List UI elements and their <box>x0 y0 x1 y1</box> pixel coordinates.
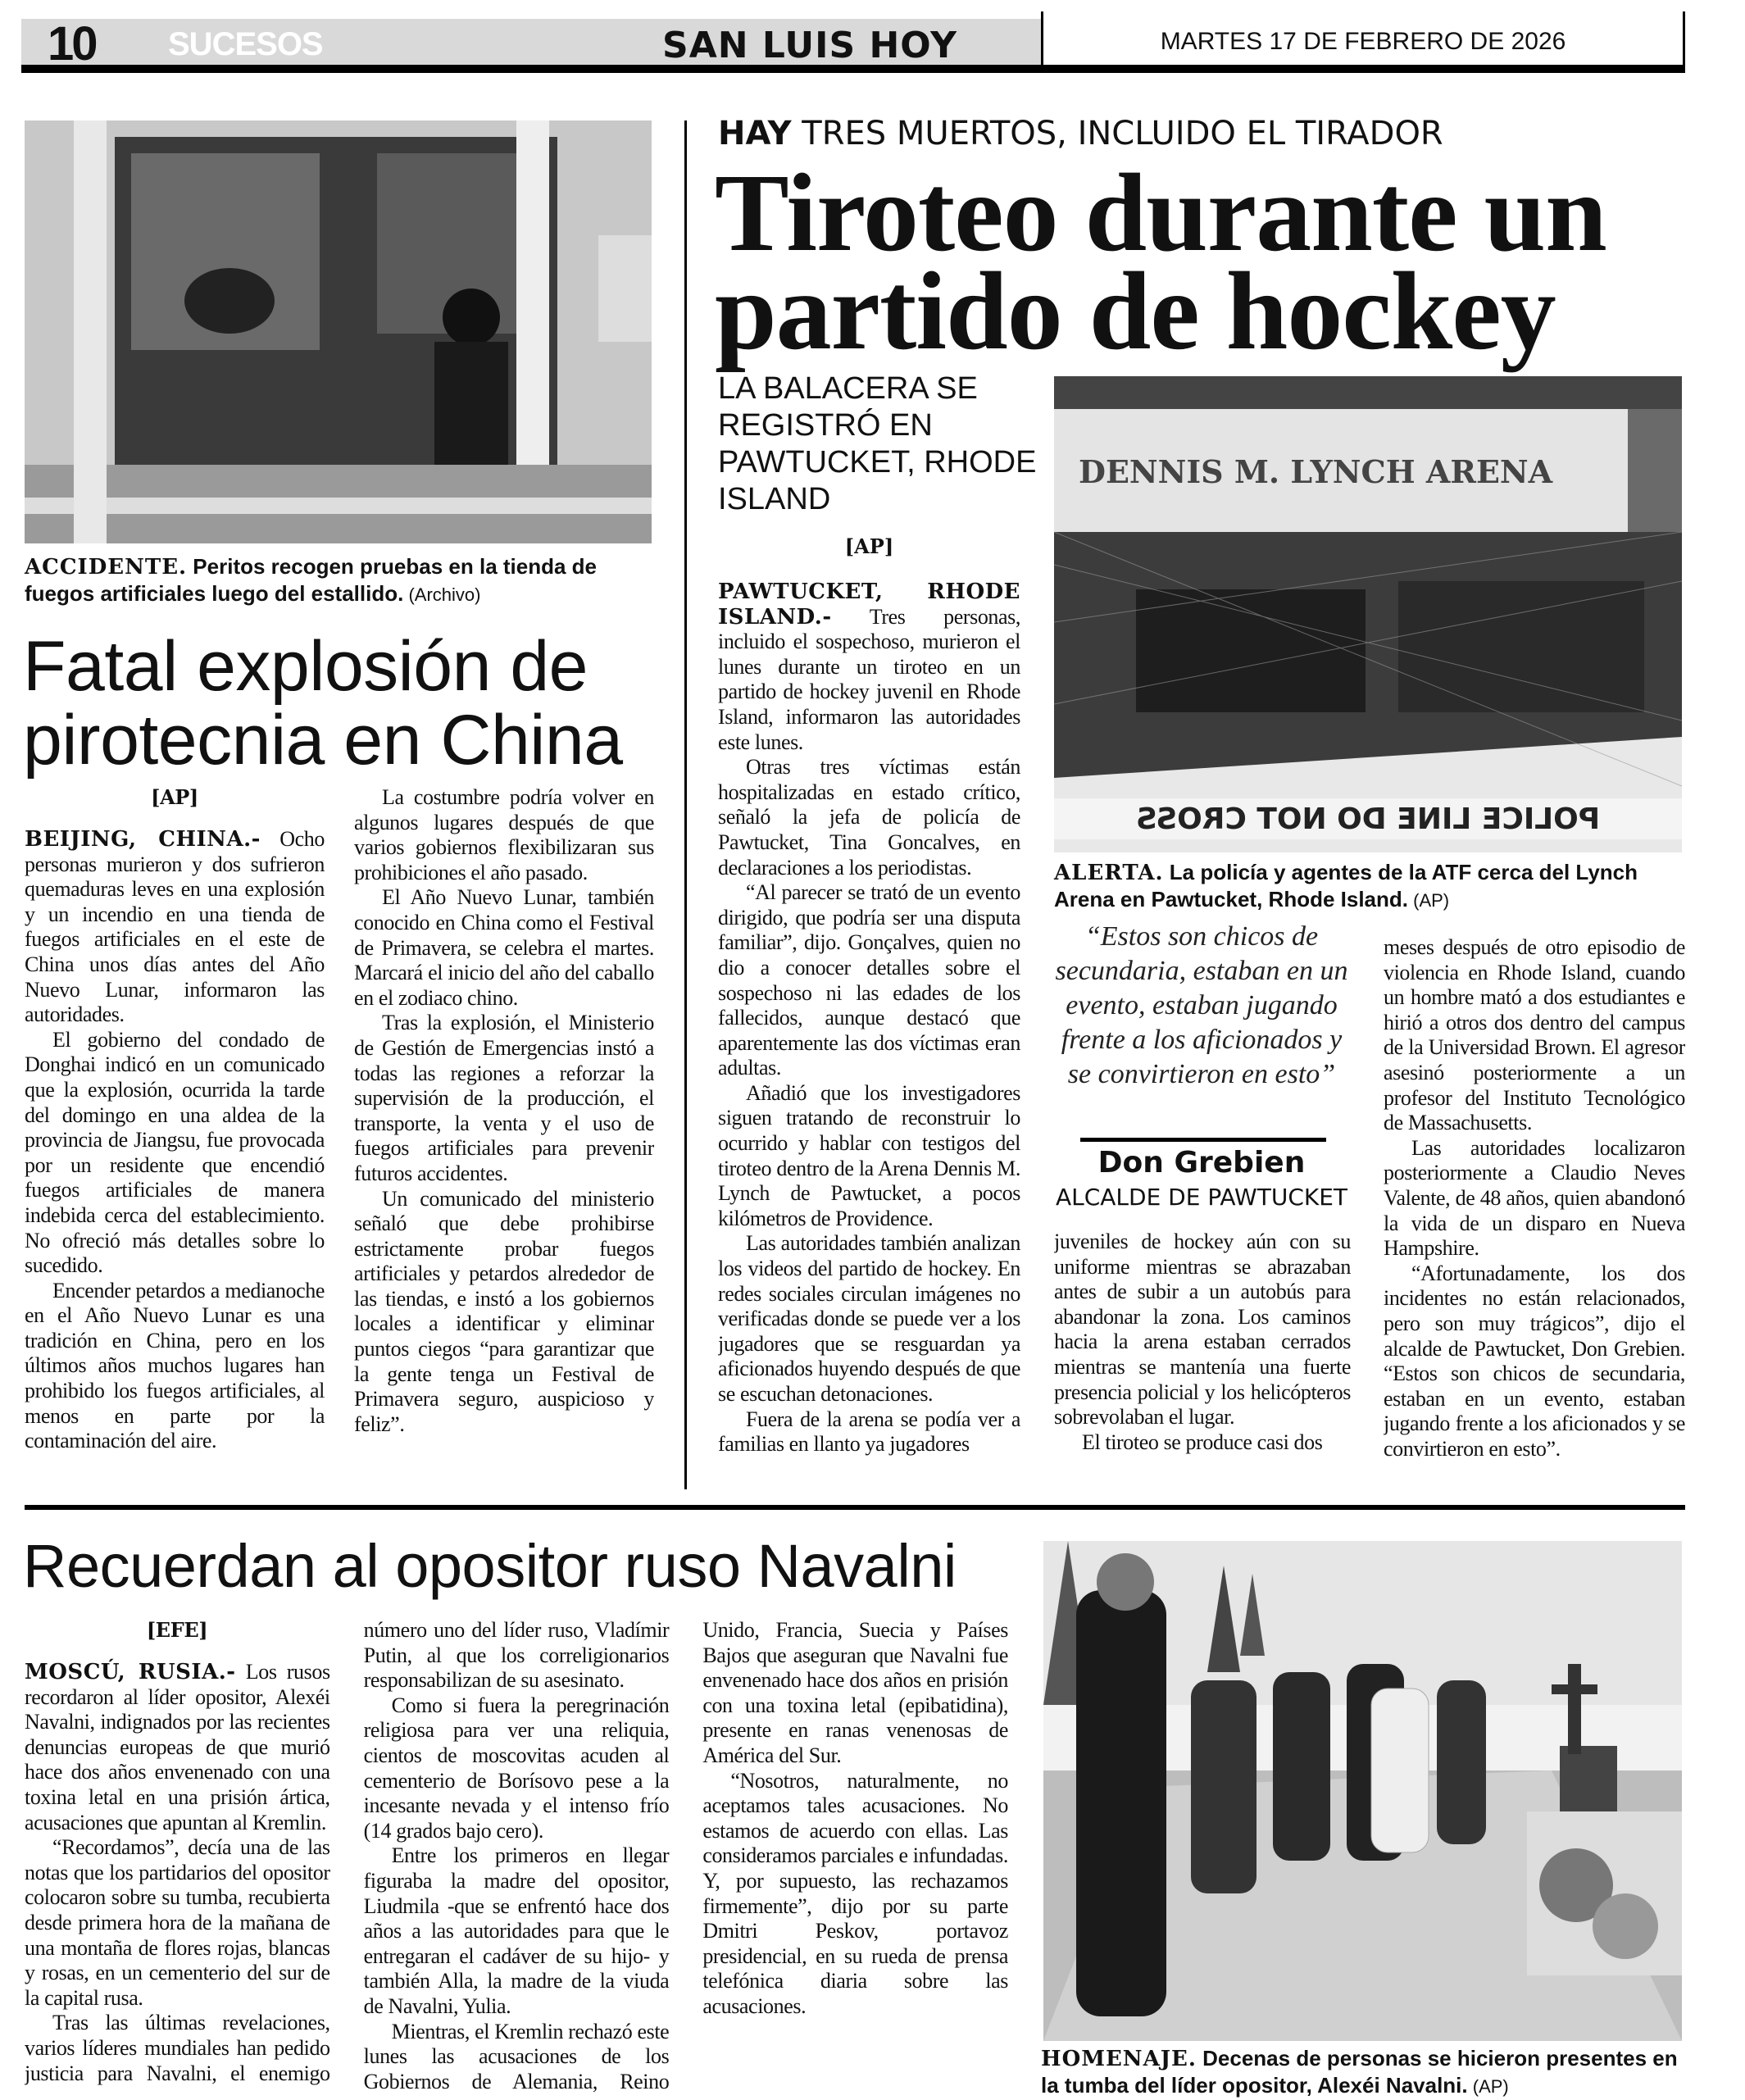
paragraph: El tiroteo se produce casi dos <box>1082 1430 1323 1454</box>
navalni-agency: [EFE] <box>146 1618 208 1642</box>
memorial-photo <box>1043 1541 1682 2041</box>
hockey-kicker <box>718 115 1443 152</box>
paragraph: juveniles de hockey aún con su uniforme mientras se abrazaban antes de subir a un autobús para abandonar la zona. Los caminos hacia la arena estaban cerrados mientras se mantenía una fuerte presencia policial y los helicópteros sobrevolaban el lugar. <box>1054 1230 1351 1430</box>
paragraph: Ocho personas murieron y dos sufrieron quemaduras leves en una explosión y un incendio en una tienda de fuegos artificiales en el este de China unos días antes del Año Nuevo Lunar, informaron las autoridades. <box>25 827 325 1027</box>
navalni-headline: Recuerdan al opositor ruso Navalni <box>23 1532 957 1600</box>
section-name: SUCESOS <box>168 26 323 62</box>
paragraph: El gobierno del condado de Donghai indicó en un comunicado que la explosión, ocurrida la tarde del domingo en una aldea de la provincia de Jiangsu, fue provocada por un residente que encendió fuegos artificiales de manera indebida cerca del establecimiento. No ofreció más detalles sobre lo sucedido. <box>25 1027 325 1278</box>
kicker-text: TRES MUERTOS, INCLUIDO EL TIRADOR <box>791 115 1443 152</box>
page-number: 10 <box>48 17 96 70</box>
hockey-body-col3 <box>1384 935 1685 1491</box>
paragraph: Como si fuera la peregrinación religiosa para ver una reliquia, cientos de moscovitas acuden al cementerio de Borísovo pese a la incesante nevada y el intenso frío (14 grados bajo cero). <box>363 1693 670 1843</box>
section-divider <box>25 1505 1685 1510</box>
hockey-body-col1 <box>718 580 1020 1491</box>
paragraph: Tras las últimas revelaciones, varios líderes mundiales han pedido justicia para Navalni, el enemigo número uno del líder ruso, Vladímir Putin, al que los correligionarios responsabilizan de su asesinato. <box>25 1618 670 2085</box>
china-dateline: BEIJING, CHINA.- <box>25 827 261 852</box>
paragraph: Encender petardos a medianoche en el Año Nuevo Lunar es una tradición en China, pero en los últimos años muchos lugares han prohibido los fuegos artificiales, al menos en parte por la contaminación del aire. <box>25 1278 325 1453</box>
police-tape: POLICE LINE DO NOT CROSS <box>1135 802 1601 836</box>
explosion-photo-caption <box>25 553 652 608</box>
navalni-article-body <box>25 1618 1008 2098</box>
kicker-bold: HAY <box>718 115 792 152</box>
pull-quote: “Estos son chicos de secundaria, estaban en un evento, estaban jugando frente a los aficionados y se convirtieron en esto” <box>1055 921 1348 1089</box>
hockey-body-col2 <box>1054 1230 1351 1492</box>
paragraph: Mientras, el Kremlin rechazó este lunes las acusaciones de los Gobiernos de Alemania, Reino Unido, Francia, Suecia y Países Bajos que aseguran que Navalni fue envenenado hace dos años en prisión con una toxina letal (epibatidina), presente en ranas venenosas de América del Sur. <box>363 1618 1008 2093</box>
caption-source: (AP) <box>1408 890 1450 911</box>
paragraph: Otras tres víctimas están hospitalizadas en estado crítico, señaló la jefa de policía de Pawtucket, Tina Goncalves, en declaraciones a los periodistas. <box>718 755 1020 880</box>
paragraph: “Recordamos”, decía una de las notas que los partidarios del opositor colocaron sobre su tumba, recubierta desde primera hora de la mañana de una montaña de flores rojas, blancas y rosas, en un cementerio del sur de la capital rusa. <box>25 1835 330 2010</box>
paragraph: Entre los primeros en llegar figuraba la madre del opositor, Liudmila -que se enfrentó hace dos años a las autoridades para que le entregaran el cadáver de su hijo- y también Alla, la madre de la viuda de Navalni, Yulia. <box>363 1843 670 2018</box>
memorial-photo-caption <box>1041 2045 1688 2100</box>
caption-text: La policía y agentes de la ATF cerca del Lynch Arena en Pawtucket, Rhode Island. <box>1054 860 1638 911</box>
newspaper-name: SAN LUIS HOY <box>662 25 957 66</box>
paragraph: El Año Nuevo Lunar, también conocido en China como el Festival de Primavera, se celebra el martes. Marcará el inicio del año del caballo en el zodiaco chino. <box>354 885 654 1010</box>
paragraph: Tras la explosión, el Ministerio de Gestión de Emergencias instó a todas las regiones a reforzar la supervisión de la producción, el transporte, la venta y el uso de fuegos artificiales para prevenir futuros accidentes. <box>354 1011 654 1185</box>
paragraph: Añadió que los investigadores siguen tratando de reconstruir lo ocurrido y hablar con testigos del tiroteo dentro de la Arena Dennis M. Lynch de Pawtucket, a pocos kilómetros de Providence. <box>718 1080 1020 1230</box>
caption-label: HOMENAJE. <box>1041 2047 1197 2071</box>
column-divider <box>684 120 687 1489</box>
caption-source: (Archivo) <box>403 584 481 605</box>
paragraph: Las autoridades localizaron posteriormente a Claudio Neves Valente, de 48 años, quien abandonó la vida de un disparo en Nueva Hampshire. <box>1384 1135 1685 1261</box>
memorial-photo-image <box>1043 1541 1682 2041</box>
caption-text: Peritos recogen pruebas en la tienda de fuegos artificiales luego del estallido. <box>25 554 598 606</box>
paragraph: Las autoridades también analizan los videos del partido de hockey. En redes sociales circulan imágenes no verificadas donde se puede ver a los jugadores que se resguardan ya aficionados huyendo después de que se escuchan detonaciones. <box>718 1231 1020 1406</box>
hockey-agency: [AP] <box>844 534 894 558</box>
paragraph: Un comunicado del ministerio señaló que debe prohibirse estrictamente probar fuegos artificiales y petardos alrededor de las tiendas, e instó a los gobiernos locales a identificar y eliminar puntos ciegos “para garantizar que la gente tenga un Festival de Primavera seguro, auspicioso y feliz”. <box>354 1186 654 1436</box>
quote-author: Don Grebien <box>1097 1146 1306 1180</box>
caption-source: (AP) <box>1467 2076 1509 2097</box>
arena-photo-image <box>1054 376 1682 852</box>
paragraph: Tres personas, incluido el sospechoso, murieron el lunes durante un tiroteo en un partido de hockey juvenil en Rhode Island, informaron las autoridades este lunes. <box>718 604 1020 754</box>
caption-label: ALERTA. <box>1054 861 1164 885</box>
quote-rule <box>1080 1138 1326 1142</box>
paragraph: Fuera de la arena se podía ver a familias en llanto ya jugadores <box>718 1407 1020 1457</box>
navalni-dateline: MOSCÚ, RUSIA.- <box>25 1660 236 1684</box>
hockey-dateline: PAWTUCKET, RHODE ISLAND.- <box>718 580 1020 630</box>
issue-date: MARTES 17 DE FEBRERO DE 2026 <box>1160 28 1566 55</box>
explosion-photo-image <box>25 120 652 543</box>
arena-photo-caption <box>1054 859 1685 914</box>
china-headline: Fatal explosión de pirotecnia en China <box>23 627 623 780</box>
paragraph: meses después de otro episodio de violencia en Rhode Island, cuando un hombre mató a dos estudiantes e hirió a otros dos dentro del campus de la Universidad Brown. El agresor asesinó posteriormente a un profesor del Instituto Tecnológico de Massachusetts. <box>1384 935 1685 1135</box>
explosion-photo <box>25 120 652 543</box>
paragraph: “Afortunadamente, los dos incidentes no están relacionados, pero son muy trágicos”, dijo el alcalde de Pawtucket, Don Grebien. “Estos son chicos de secundaria, estaban en un evento, estaban jugando frente a los aficionados y se convirtieron en esto”. <box>1384 1261 1685 1461</box>
arena-photo <box>1054 376 1682 852</box>
china-agency: [AP] <box>151 785 198 809</box>
quote-author-title: ALCALDE DE PAWTUCKET <box>1055 1184 1348 1211</box>
china-article-body <box>25 785 654 1498</box>
paragraph: “Nosotros, naturalmente, no aceptamos tales acusaciones. No estamos de acuerdo con ellas. Las consideramos parciales e infundadas. Y, por supuesto, las rechazamos firmemente”, dijo por su parte Dmitri Peskov, portavoz presidencial, en su rueda de prensa telefónica diaria sobre las acusaciones. <box>702 1768 1008 2018</box>
paragraph: Los rusos recordaron al líder opositor, Alexéi Navalni, indignados por las recientes denuncias europeas de que murió hace dos años envenenado con una toxina letal en una prisión ártica, acusaciones que apuntan al Kremlin. <box>25 1660 330 1834</box>
arena-sign: DENNIS M. LYNCH ARENA <box>1079 453 1553 490</box>
hockey-subhead: LA BALACERA SE REGISTRÓ EN PAWTUCKET, RHODE ISLAND <box>718 371 1037 516</box>
paragraph: La costumbre podría volver en algunos lugares después de que varios gobiernos flexibilizaran sus prohibiciones el año pasado. <box>354 785 654 884</box>
caption-text: Decenas de personas se hicieron presentes en la tumba del líder opositor, Alexéi Navalni. <box>1041 2046 1678 2098</box>
paragraph: “Al parecer se trató de un evento dirigido, que podría ser una disputa familiar”, dijo. Gonçalves, quien no dio a conocer detalles sobre el sospechoso ni las edades de los fallecidos, aunque destacó que aparentemente las dos víctimas eran adultas. <box>718 880 1020 1080</box>
hockey-headline: Tiroteo durante un partido de hockey <box>715 152 1606 373</box>
caption-label: ACCIDENTE. <box>25 555 188 580</box>
